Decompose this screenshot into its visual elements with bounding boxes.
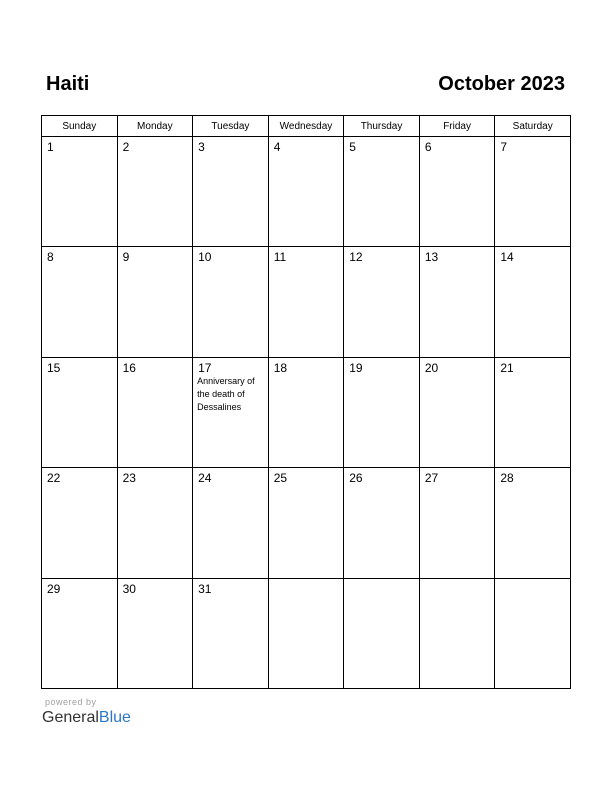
day-cell bbox=[344, 247, 420, 357]
day-cell bbox=[42, 357, 118, 467]
day-cell bbox=[344, 137, 420, 247]
day-number: 26 bbox=[349, 471, 363, 486]
holiday-label: Anniversary of the death of Dessalines bbox=[197, 375, 255, 412]
day-cell bbox=[419, 357, 495, 467]
day-number: 23 bbox=[122, 471, 136, 486]
day-number: 20 bbox=[424, 360, 439, 375]
day-cell bbox=[495, 247, 571, 357]
day-number: 16 bbox=[122, 360, 136, 375]
day-number bbox=[420, 579, 495, 582]
day-cell bbox=[117, 357, 193, 467]
weekday-header: Sunday bbox=[42, 116, 118, 137]
day-number: 18 bbox=[273, 360, 288, 375]
day-number: 1 bbox=[47, 140, 54, 154]
day-cell bbox=[495, 578, 571, 688]
day-cell bbox=[193, 357, 269, 467]
day-number bbox=[495, 579, 570, 582]
day-cell bbox=[495, 137, 571, 247]
day-cell bbox=[42, 137, 118, 247]
day-cell bbox=[117, 468, 193, 578]
day-cell bbox=[419, 468, 495, 578]
day-number: 11 bbox=[273, 250, 287, 265]
day-number: 22 bbox=[47, 471, 61, 486]
generalblue-logo[interactable] bbox=[42, 708, 131, 728]
day-cell bbox=[193, 578, 269, 688]
day-cell bbox=[117, 137, 193, 247]
day-cell bbox=[495, 468, 571, 578]
weekday-header: Tuesday bbox=[193, 116, 269, 137]
day-cell bbox=[193, 468, 269, 578]
day-number: 12 bbox=[349, 250, 363, 265]
weekday-header: Monday bbox=[117, 116, 193, 137]
day-number: 24 bbox=[198, 471, 212, 486]
day-number: 30 bbox=[122, 581, 136, 596]
day-number: 19 bbox=[349, 360, 363, 375]
week-row bbox=[42, 137, 571, 247]
day-cell bbox=[193, 247, 269, 357]
calendar-grid bbox=[41, 115, 571, 689]
day-number: 25 bbox=[273, 471, 288, 486]
day-cell bbox=[42, 578, 118, 688]
weekday-header: Thursday bbox=[344, 116, 420, 137]
day-number: 6 bbox=[424, 140, 432, 154]
day-number: 21 bbox=[500, 360, 514, 375]
day-cell bbox=[42, 468, 118, 578]
day-cell bbox=[193, 137, 269, 247]
day-number: 2 bbox=[122, 140, 130, 154]
weekday-header-row bbox=[42, 116, 571, 137]
country-title: Haiti bbox=[46, 73, 90, 95]
day-number: 27 bbox=[424, 471, 439, 486]
day-number bbox=[269, 579, 344, 582]
day-cell bbox=[344, 468, 420, 578]
brand-blue-text: Blue bbox=[98, 709, 131, 726]
day-cell bbox=[495, 357, 571, 467]
day-cell bbox=[42, 247, 118, 357]
day-number: 13 bbox=[424, 250, 439, 265]
day-cell bbox=[268, 357, 344, 467]
week-row bbox=[42, 247, 571, 357]
day-number: 4 bbox=[273, 140, 281, 154]
day-number: 3 bbox=[198, 140, 205, 154]
day-number bbox=[344, 579, 419, 582]
day-number: 14 bbox=[500, 250, 514, 265]
day-cell bbox=[117, 578, 193, 688]
weekday-header: Friday bbox=[419, 116, 495, 137]
weekday-header: Saturday bbox=[495, 116, 571, 137]
day-number: 17 bbox=[198, 360, 212, 375]
day-cell bbox=[419, 247, 495, 357]
day-number: 31 bbox=[198, 581, 212, 596]
week-row bbox=[42, 468, 571, 578]
day-number: 29 bbox=[47, 581, 61, 596]
weekday-header: Wednesday bbox=[268, 116, 344, 137]
day-cell bbox=[419, 578, 495, 688]
day-number: 8 bbox=[47, 250, 54, 265]
day-cell bbox=[268, 247, 344, 357]
day-number: 10 bbox=[198, 250, 212, 265]
day-cell bbox=[419, 137, 495, 247]
powered-by-label: powered by bbox=[45, 697, 97, 707]
day-cell bbox=[344, 357, 420, 467]
day-number: 9 bbox=[122, 250, 130, 265]
month-title: October 2023 bbox=[438, 73, 565, 95]
brand-general-text: General bbox=[42, 709, 99, 726]
week-row bbox=[42, 578, 571, 688]
day-cell bbox=[268, 137, 344, 247]
day-cell bbox=[344, 578, 420, 688]
day-cell bbox=[117, 247, 193, 357]
day-number: 15 bbox=[47, 360, 61, 375]
week-row bbox=[42, 357, 571, 467]
day-number: 5 bbox=[349, 140, 356, 154]
day-cell bbox=[268, 468, 344, 578]
day-number: 28 bbox=[500, 471, 514, 486]
day-number: 7 bbox=[500, 140, 508, 154]
day-cell bbox=[268, 578, 344, 688]
